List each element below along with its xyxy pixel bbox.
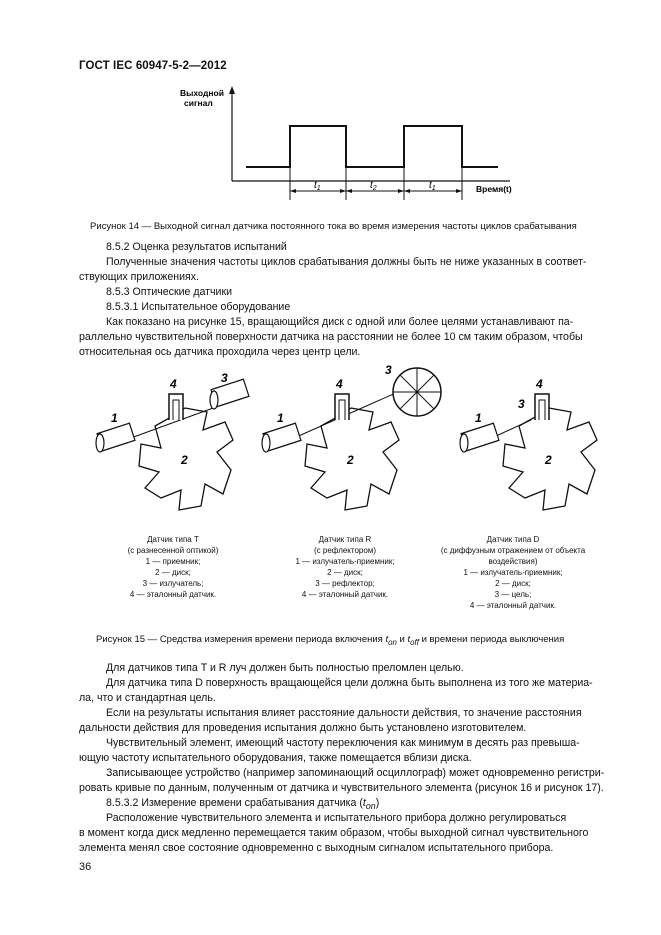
legend-item: 1 — приемник; xyxy=(145,557,201,566)
dim-arrow xyxy=(404,189,410,193)
t-off-symbol: t xyxy=(407,634,411,645)
diagram-type-t xyxy=(96,371,249,510)
heading-close: ) xyxy=(375,797,380,809)
legend-title: Датчик типа T xyxy=(147,535,199,544)
label-3: 3 xyxy=(518,397,525,411)
x-axis-label: Время(t) xyxy=(476,184,512,194)
t1-label: $t_1$ xyxy=(314,180,321,192)
reflector-wheel xyxy=(393,368,441,416)
legend-item: 2 — диск; xyxy=(495,579,531,588)
emitter-cylinder xyxy=(210,379,249,409)
dim-arrow xyxy=(398,189,404,193)
legend-subtitle: (с диффузным отражением от объекта xyxy=(440,546,586,555)
legend-subtitle: (с разнесенной оптикой) xyxy=(127,546,219,555)
paragraph-1: Для датчиков типа T и R луч должен быть полностью преломлен целью. xyxy=(106,662,464,674)
section-8531-text-3: относительная ось датчика проходила через центр цели. xyxy=(79,346,361,358)
section-853-heading: 8.5.3 Оптические датчики xyxy=(106,286,233,298)
label-2: 2 xyxy=(347,453,354,467)
dim-arrow xyxy=(456,189,462,193)
heading-text: 8.5.3.2 Измерение времени срабатывания датчика ( xyxy=(106,797,363,809)
paragraph-2-line-2: ла, что и стандартная цель. xyxy=(79,692,216,704)
y-axis-label-1: Выходной xyxy=(180,88,224,98)
figure-15-diagrams xyxy=(85,360,605,518)
section-852-text-2: ствующих приложениях. xyxy=(79,271,200,283)
legend-subtitle-2: воздействия) xyxy=(488,557,538,566)
dim-arrow xyxy=(346,189,352,193)
legend-title: Датчик типа D xyxy=(486,535,540,544)
label-4: 4 xyxy=(536,377,543,391)
figure-15-caption xyxy=(96,634,564,647)
y-axis-arrow xyxy=(229,86,235,94)
paragraph-7-line-2: в момент когда диск медленно перемещается таким образом, чтобы выходной сигнал чувствительного xyxy=(79,827,589,839)
dim-arrow xyxy=(290,189,296,193)
label-3: 3 xyxy=(221,371,228,385)
legend-item: 3 — излучатель; xyxy=(142,579,204,588)
label-2: 2 xyxy=(181,453,188,467)
legend-type-d xyxy=(438,534,588,611)
legend-item: 4 — эталонный датчик. xyxy=(129,590,217,599)
t-off-sub: off xyxy=(410,637,419,647)
legend-item: 4 — эталонный датчик. xyxy=(469,601,557,610)
t1-label-second: $t_1$ xyxy=(429,180,436,192)
legend-type-r xyxy=(270,534,420,600)
y-axis-label-2: сигнал xyxy=(184,98,213,108)
legend-subtitle: (с рефлектором) xyxy=(314,546,376,555)
paragraph-7-line-3: элемента менял свое состояние одновременно с выходным сигналом испытательного прибора. xyxy=(79,842,554,854)
figure-14-caption: Рисунок 14 — Выходной сигнал датчика постоянного тока во время измерения частоты циклов срабатывания xyxy=(90,221,577,232)
caption-text: Рисунок 15 — Средства измерения времени периода включения xyxy=(96,634,383,645)
section-852-text-1: Полученные значения частоты циклов срабатывания должны быть не ниже указанных в соответ- xyxy=(106,256,587,268)
legend-item: 2 — диск; xyxy=(155,568,191,577)
label-1: 1 xyxy=(111,411,118,425)
emitter-receiver-cylinder xyxy=(262,423,301,452)
label-3: 3 xyxy=(385,363,392,377)
diagram-type-d xyxy=(460,377,597,510)
section-8531-text-2: раллельно чувствительной поверхности датчика на расстоянии не более 10 см таким образом, чтобы xyxy=(79,331,583,343)
legend-item: 2 — диск; xyxy=(327,568,363,577)
receiver-cylinder xyxy=(96,423,135,452)
t-sub: on xyxy=(365,801,376,812)
emitter-receiver-cylinder xyxy=(460,423,499,452)
legend-item: 1 — излучатель-приемник; xyxy=(295,557,395,566)
paragraph-5-line-2: ровать кривые по данным, полученным от датчика и чувствительного элемента (рисунок 16 и рисунок 17). xyxy=(79,782,604,794)
diagram-type-r xyxy=(262,363,441,510)
legend-type-t xyxy=(98,534,248,600)
t-on-symbol: t xyxy=(385,634,389,645)
paragraph-7-line-1: Расположение чувствительного элемента и испытательного прибора должно регулироваться xyxy=(106,812,567,824)
legend-item: 4 — эталонный датчик. xyxy=(301,590,389,599)
dim-arrow xyxy=(340,189,346,193)
t-symbol: t xyxy=(362,797,366,809)
label-1: 1 xyxy=(475,411,482,425)
t2-label: $t_2$ xyxy=(370,180,377,192)
t-on-sub: on xyxy=(388,637,397,647)
label-2: 2 xyxy=(545,453,552,467)
legend-item: 1 — излучатель-приемник; xyxy=(463,568,563,577)
section-8531-text-1: Как показано на рисунке 15, вращающийся диск с одной или более целями устанавливают па- xyxy=(106,316,574,328)
section-852-heading: 8.5.2 Оценка результатов испытаний xyxy=(106,241,287,253)
section-8531-heading: 8.5.3.1 Испытательное оборудование xyxy=(106,301,291,313)
square-wave xyxy=(246,126,498,167)
legend-title: Датчик типа R xyxy=(318,535,372,544)
label-1: 1 xyxy=(277,411,284,425)
document-header: ГОСТ IEC 60947-5-2—2012 xyxy=(79,60,227,72)
caption-and: и xyxy=(399,634,405,645)
label-4: 4 xyxy=(170,377,177,391)
label-4: 4 xyxy=(336,377,343,391)
paragraph-4-line-1: Чувствительный элемент, имеющий частоту переключения как минимум в десять раз превыша- xyxy=(106,737,580,749)
paragraph-2-line-1: Для датчика типа D поверхность вращающейся цели должна быть выполнена из того же материа- xyxy=(106,677,593,689)
page-number: 36 xyxy=(79,861,92,873)
caption-text: и времени периода выключения xyxy=(421,634,565,645)
paragraph-3-line-1: Если на результаты испытания влияет расстояние дальности действия, то значение расстояния xyxy=(106,707,582,719)
legend-item: 3 — рефлектор; xyxy=(315,579,375,588)
paragraph-3-line-2: дальности действия для проведения испытания должно быть установлено изготовителем. xyxy=(79,722,527,734)
legend-item: 3 — цель; xyxy=(494,590,532,599)
figure-14-waveform xyxy=(170,84,530,208)
paragraph-5-line-1: Записывающее устройство (например запоминающий осциллограф) может одновременно регистри- xyxy=(106,767,605,779)
paragraph-4-line-2: ющую частоту испытательного оборудования, также помещается вблизи диска. xyxy=(79,752,472,764)
